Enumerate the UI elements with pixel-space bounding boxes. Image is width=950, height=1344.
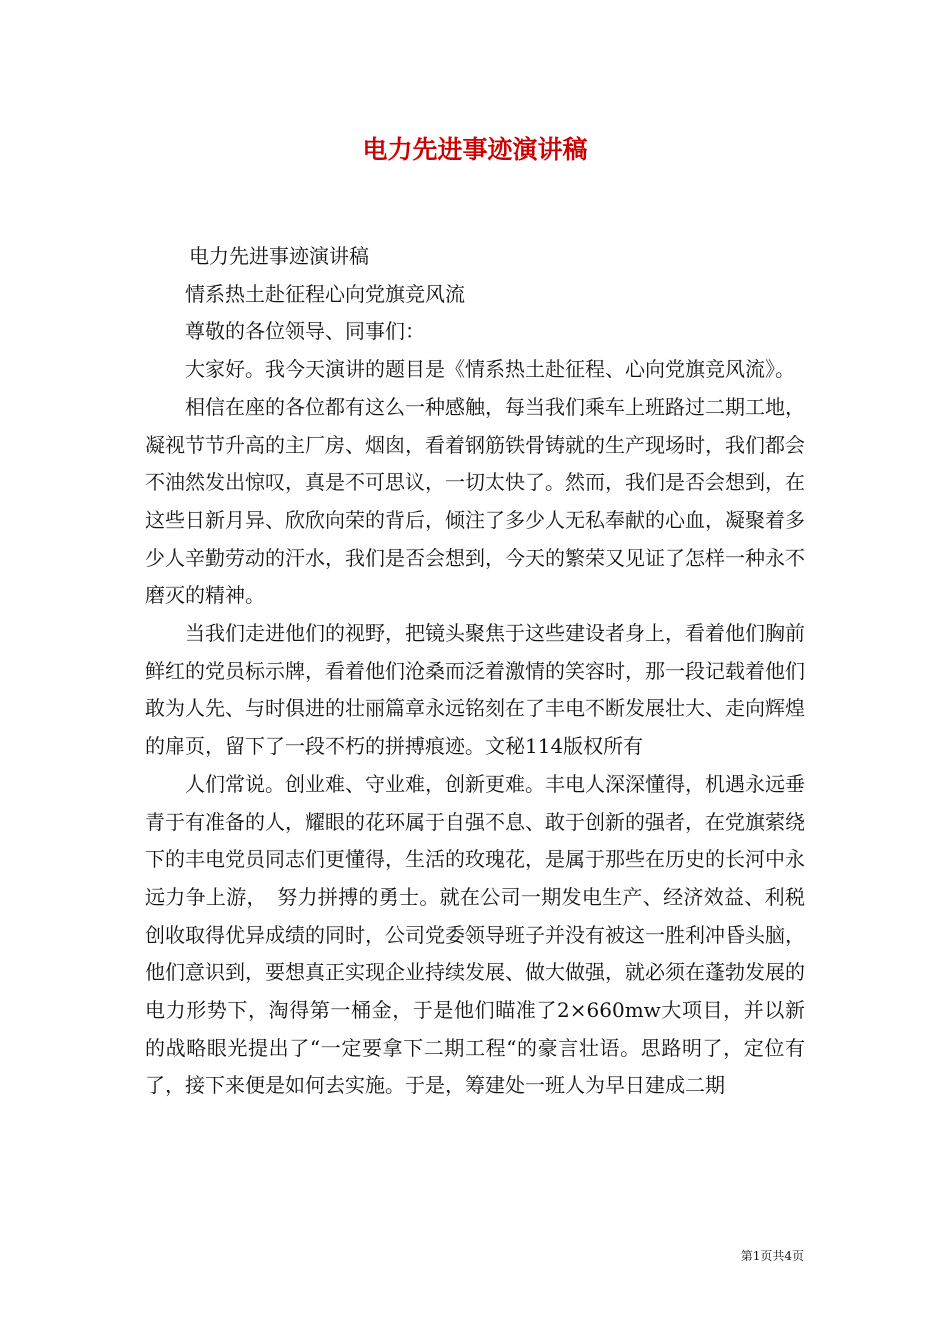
paragraph-body: 当我们走进他们的视野，把镜头聚焦于这些建设者身上，看着他们胸前鲜红的党员标示牌，看着他们沧桑而泛着激情的笑容时，那一段记载着他们敢为人先、与时俱进的壮丽篇章永远铭刻在了丰电不断发展壮大、走向辉煌的扉页，留下了一段不朽的拼搏痕迹。文秘114版权所有 — [145, 621, 805, 759]
paragraph-body: 人们常说。创业难、守业难，创新更难。丰电人深深懂得，机遇永远垂青于有准备的人，耀眼的花环属于自强不息、敢于创新的强者，在党旗萦绕下的丰电党员同志们更懂得，生活的玫瑰花，是属于那些在历史的长河中永远力争上游， 努力拼搏的勇士。就在公司一期发电生产、经济效益、利税创收取得优异成绩的同时，公司党委领导班子并没有被这一胜利冲昏头脑，他们意识到，要想真正实现企业持续发展、做大做强，就必须在蓬勃发展的电力形势下，淘得第一桶金，于是他们瞄准了2×660mw大项目，并以新的战略眼光提出了“一定要拿下二期工程“的豪言壮语。思路明了，定位有了，接下来便是如何去实施。于是，筹建处一班人为早日建成二期 — [145, 771, 805, 1098]
paragraph-salutation: 尊敬的各位领导、同事们： — [185, 319, 425, 344]
paragraph-body: 相信在座的各位都有这么一种感触，每当我们乘车上班路过二期工地，凝视节节升高的主厂房、烟囱，看着钢筋铁骨铸就的生产现场时，我们都会不油然发出惊叹，真是不可思议，一切太快了。然而，我们是否会想到，在这些日新月异、欣欣向荣的背后，倾注了多少人无私奉献的心血，凝聚着多少人辛勤劳动的汗水，我们是否会想到，今天的繁荣又见证了怎样一种永不磨灭的精神。 — [145, 394, 805, 608]
document-title: 电力先进事迹演讲稿 — [362, 135, 588, 164]
paragraph-heading: 电力先进事迹演讲稿 — [189, 244, 369, 268]
page-number: 第1页共4页 — [740, 1249, 804, 1263]
paragraph-subtitle: 情系热土赴征程心向党旗竞风流 — [185, 281, 465, 306]
paragraph-greeting: 大家好。我今天演讲的题目是《情系热土赴征程、心向党旗竞风流》。 — [185, 357, 795, 382]
document-body — [145, 238, 805, 1105]
